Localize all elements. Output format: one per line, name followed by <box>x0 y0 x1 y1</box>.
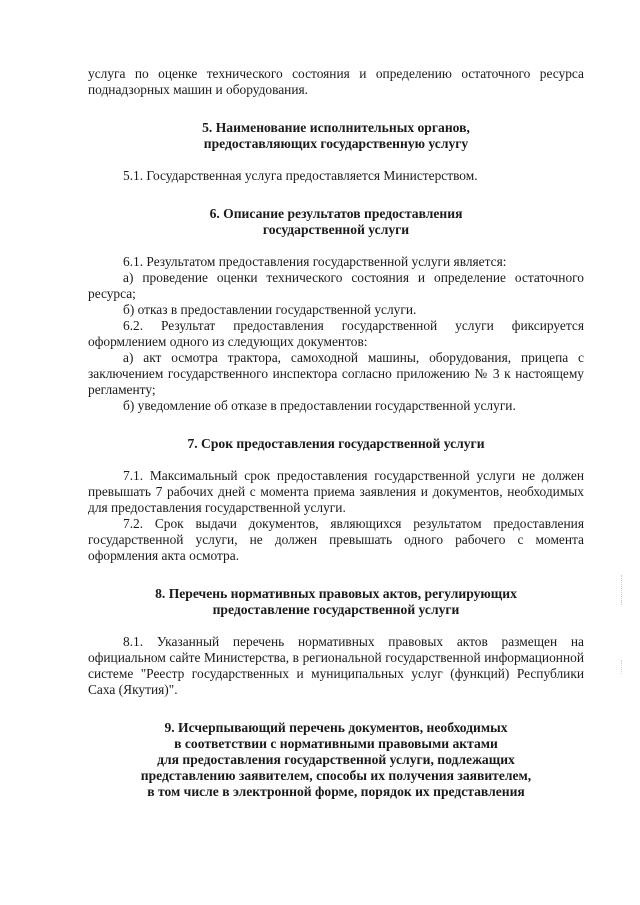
section-5-paragraph-1: 5.1. Государственная услуга предоставляется Министерством. <box>123 168 478 183</box>
section-7-paragraph-1: 7.1. Максимальный срок предоставления государственной услуги не должен превышать 7 рабочих дней с момента приема заявления и документов, необходимых для предоставления государственной услуги. <box>88 468 584 515</box>
margin-scan-mark-2 <box>621 660 623 674</box>
section-6-paragraph-3: б) отказ в предоставлении государственной услуги. <box>123 302 417 317</box>
section-6-heading: 6. Описание результатов предоставления государственной услуги <box>209 206 463 237</box>
section-7-paragraph-2: 7.2. Срок выдачи документов, являющихся результатом предоставления государственной услуги, не должен превышать одного рабочего с момента оформления акта осмотра. <box>88 516 584 563</box>
section-8-paragraph-1: 8.1. Указанный перечень нормативных правовых актов размещен на официальном сайте Министерства, в региональной государственной информационной системе "Реестр государственных и муниципальных услуг (функций) Республики Саха (Якутия)". <box>88 634 584 697</box>
intro-paragraph: услуга по оценке технического состояния и определению остаточного ресурса поднадзорных машин и оборудования. <box>88 66 584 97</box>
section-6-paragraph-6: б) уведомление об отказе в предоставлении государственной услуги. <box>123 398 516 413</box>
section-6-paragraph-4: 6.2. Результат предоставления государственной услуги фиксируется оформлением одного из следующих документов: <box>88 318 584 349</box>
section-9-heading: 9. Исчерпывающий перечень документов, необходимых в соответствии с нормативными правовыми актами для предоставления государственной услуги, подлежащих представлению заявителем, способы их получения заявителем, в том числе в электронной форме, порядок их представления <box>140 720 532 799</box>
section-6-paragraph-5: а) акт осмотра трактора, самоходной машины, оборудования, прицепа с заключением государственного инспектора согласно приложению № 3 к настоящему регламенту; <box>88 350 584 397</box>
section-5-heading: 5. Наименование исполнительных органов, предоставляющих государственную услугу <box>202 120 470 151</box>
section-8-heading: 8. Перечень нормативных правовых актов, регулирующих предоставление государственной услуги <box>155 586 517 617</box>
margin-scan-mark <box>621 575 623 605</box>
section-7-heading: 7. Срок предоставления государственной услуги <box>187 436 485 451</box>
document-page <box>88 66 584 800</box>
section-6-paragraph-2: а) проведение оценки технического состояния и определение остаточного ресурса; <box>88 270 584 301</box>
section-6-paragraph-1: 6.1. Результатом предоставления государственной услуги является: <box>123 254 507 269</box>
